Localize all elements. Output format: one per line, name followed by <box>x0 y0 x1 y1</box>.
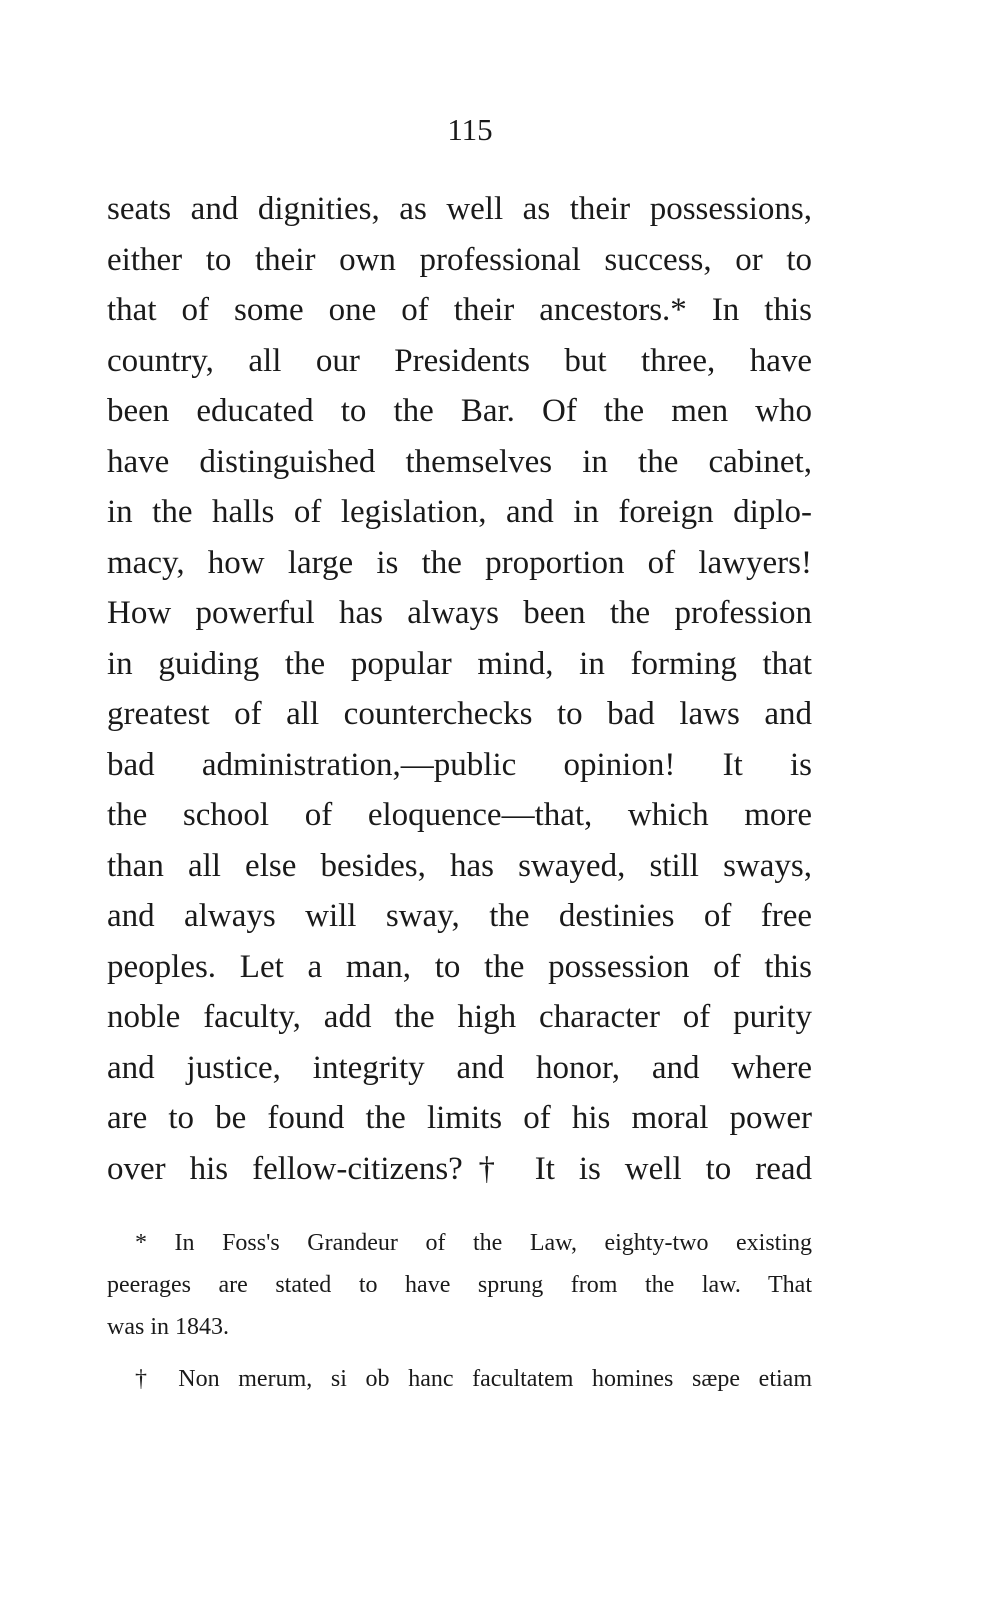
body-line: over his fellow-citizens?† It is well to read <box>107 1150 812 1187</box>
body-line: have distinguished themselves in the cabinet, <box>107 443 812 480</box>
body-line: in the halls of legislation, and in foreign diplo- <box>107 494 812 530</box>
page-number: 115 <box>447 112 493 147</box>
body-line: macy, how large is the proportion of lawyers! <box>107 544 812 581</box>
body-line: than all else besides, has swayed, still sways, <box>107 847 812 884</box>
body-line: that of some one of their ancestors.* In this <box>107 292 812 328</box>
body-line: peoples. Let a man, to the possession of this <box>107 948 812 985</box>
footnote-1 <box>107 1222 812 1348</box>
footnote-line: peerages are stated to have sprung from the law. That <box>107 1272 812 1298</box>
footnotes <box>107 1222 812 1400</box>
body-line: are to be found the limits of his moral power <box>107 1100 812 1136</box>
body-line: and always will sway, the destinies of free <box>107 898 812 934</box>
body-line: How powerful has always been the profession <box>107 595 812 631</box>
body-line: noble faculty, add the high character of purity <box>107 999 812 1035</box>
body-line: seats and dignities, as well as their possessions, <box>107 191 812 227</box>
body-line: the school of eloquence—that, which more <box>107 797 812 833</box>
footnote-line: was in 1843. <box>107 1314 229 1340</box>
footnote-spacer <box>107 1348 812 1358</box>
body-line: either to their own professional success, or to <box>107 241 812 278</box>
body-line: country, all our Presidents but three, have <box>107 342 812 379</box>
body-line: greatest of all counterchecks to bad laws and <box>107 696 812 732</box>
footnote-line: † Non merum, si ob hanc facultatem homines sæpe etiam <box>135 1366 812 1392</box>
body-line: in guiding the popular mind, in forming that <box>107 645 812 682</box>
footnote-2 <box>107 1358 812 1400</box>
body-line: and justice, integrity and honor, and where <box>107 1049 812 1086</box>
body-line: been educated to the Bar. Of the men who <box>107 393 812 429</box>
footnote-line: * In Foss's Grandeur of the Law, eighty-two existing <box>135 1230 812 1256</box>
body-line: bad administration,—public opinion! It is <box>107 746 812 783</box>
body-text <box>107 184 812 1194</box>
